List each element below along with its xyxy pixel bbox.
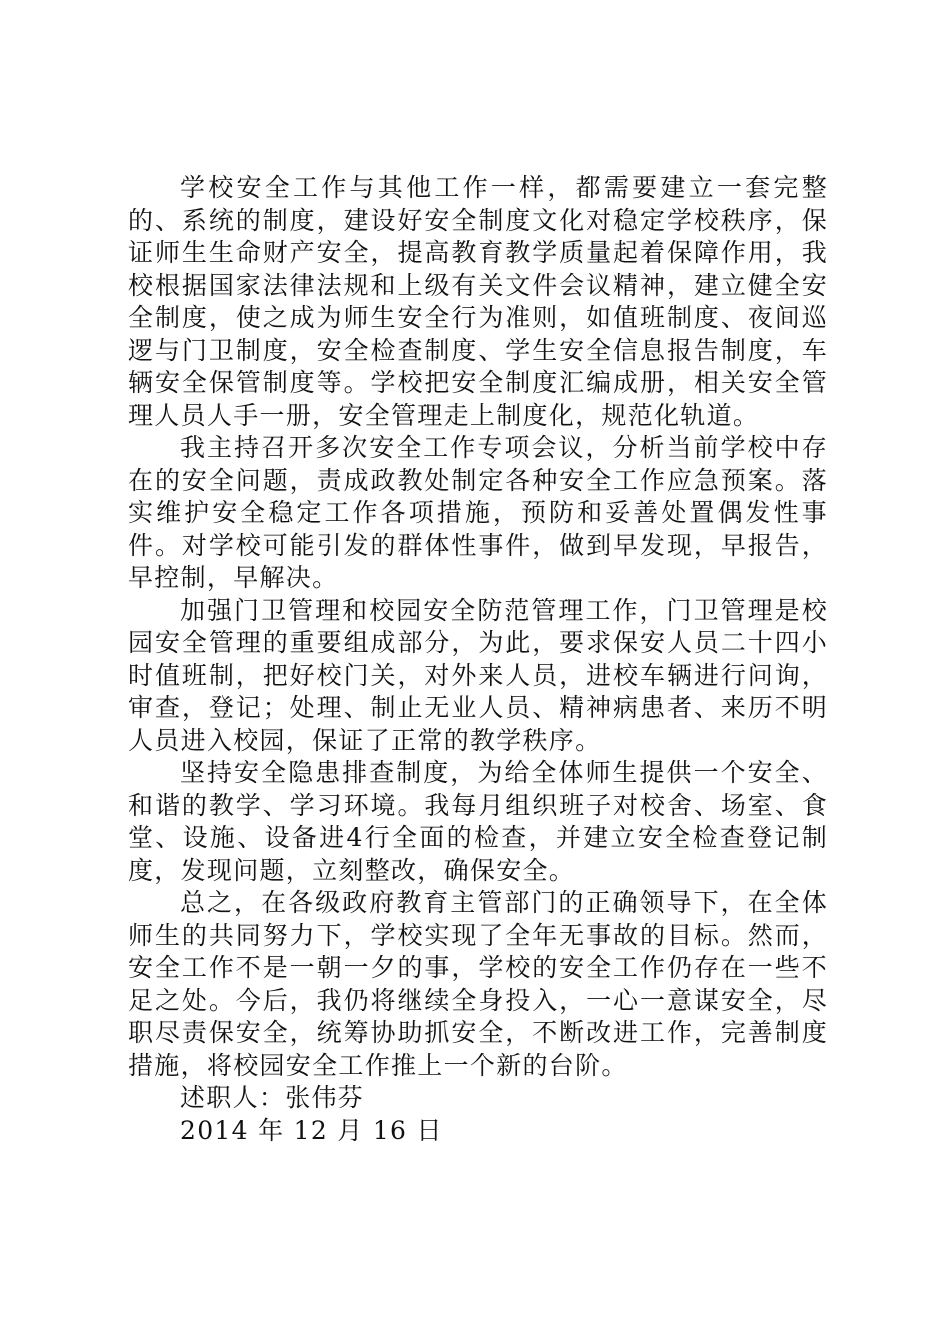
paragraph-5: 总之，在各级政府教育主管部门的正确领导下，在全体师生的共同努力下，学校实现了全年无事故的目标。然而，安全工作不是一朝一夕的事，学校的安全工作仍存在一些不足之处。今后，我仍将继续全身投入，一心一意谋安全，尽职尽责保安全，统筹协助抓安全，不断改进工作，完善制度措施，将校园安全工作推上一个新的台阶。	[128, 888, 828, 1080]
paragraph-4: 坚持安全隐患排查制度，为给全体师生提供一个安全、和谐的教学、学习环境。我每月组织班子对校舍、场室、食堂、设施、设备进4行全面的检查，并建立安全检查登记制度，发现问题，立刻整改，确保安全。	[128, 758, 828, 885]
paragraph-1: 学校安全工作与其他工作一样，都需要建立一套完整的、系统的制度，建设好安全制度文化对稳定学校秩序，保证师生生命财产安全，提高教育教学质量起着保障作用，我校根据国家法律法规和上级有关文件会议精神，建立健全安全制度，使之成为师生安全行为准则，如值班制度、夜间巡逻与门卫制度，安全检查制度、学生安全信息报告制度，车辆安全保管制度等。学校把安全制度汇编成册，相关安全管理人员人手一册，安全管理走上制度化，规范化轨道。	[128, 173, 828, 430]
date-line: 2014 年 12 月 16 日	[180, 1115, 443, 1145]
paragraph-2: 我主持召开多次安全工作专项会议，分析当前学校中存在的安全问题，责成政教处制定各种安全工作应急预案。落实维护安全稳定工作各项措施，预防和妥善处置偶发性事件。对学校可能引发的群体性事件，做到早发现，早报告，早控制，早解决。	[128, 433, 828, 592]
document-body	[128, 172, 828, 1147]
paragraph-3: 加强门卫管理和校园安全防范管理工作，门卫管理是校园安全管理的重要组成部分，为此，要求保安人员二十四小时值班制，把好校门关，对外来人员，进校车辆进行问询，审查，登记；处理、制止无业人员、精神病患者、来历不明人员进入校园，保证了正常的教学秩序。	[128, 595, 828, 755]
signature-line: 述职人：张伟芬	[180, 1083, 365, 1112]
